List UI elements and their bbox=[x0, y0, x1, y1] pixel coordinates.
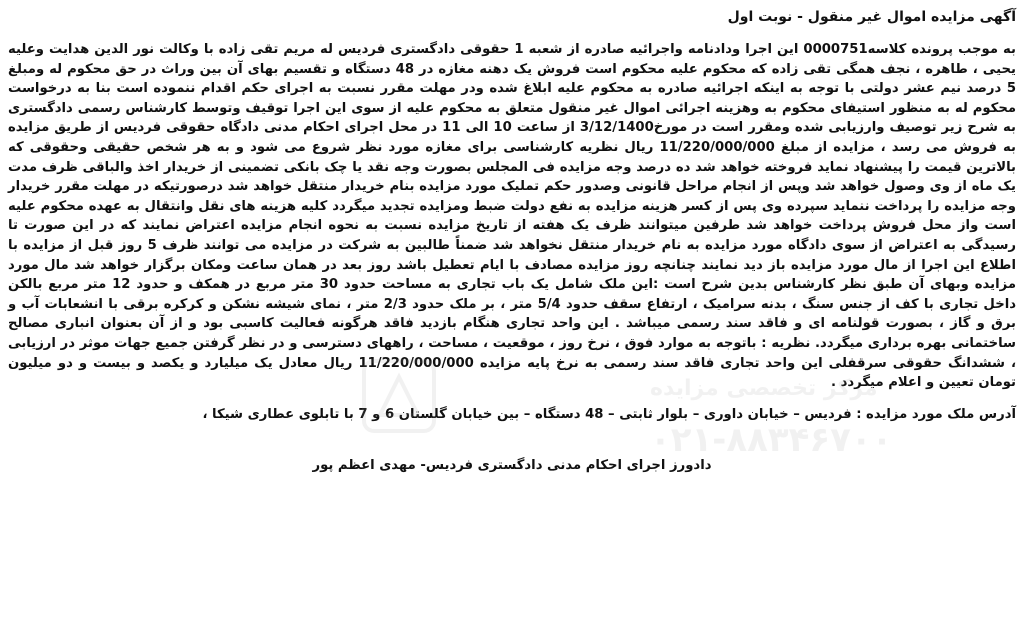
signature: دادورز اجرای احکام مدنی دادگستری فردیس- مهدی اعظم پور bbox=[312, 457, 712, 473]
notice-body: به موجب پرونده کلاسه0000751 این اجرا ودادنامه واجرائیه صادره از شعبه 1 حقوقی دادگستری فردیس له مریم تقی زاده با وکالت نور الدین هدایت وعلیه یحیی ، طاهره ، نجف همگی تقی زاده که محکوم علیه محکوم است فروش یک دهنه مغازه در 48 دستگاه و تقسیم بهای آن بین وراث در حق محکوم له ومبلغ 5 درصد نیم عشر دولتی با توجه به اینکه اجرائیه صادره به محکوم علیه ابلاغ شده ودر مهلت مقرر نسبت به اجرای حکم اقدام ننموده است بنا به درخواست محکوم له به منظور استیفای محکوم به وهزینه اجرائی اموال غیر منقول متعلق به محکوم علیه از سوی این اجرا توقیف وتوسط کارشناس رسمی دادگستری به شرح زیر توصیف وارزیابی شده ومقرر است در مورخ3/12/1400 از ساعت 10 الی 11 در محل اجرای احکام مدنی دادگاه حقوقی فردیس از طریق مزایده به فروش می رسد ، مزایده از مبلغ 11/220/000/000 ریال نظریه کارشناسی برای مغازه مورد نظر شروع می شود و به هر شخص حقیقی وحقوقی که بالاترین قیمت را پیشنهاد نماید فروخته خواهد شد ده درصد وجه مزایده فی المجلس بصورت وجه نقد یا چک بانکی تضمینی از خریدار اخذ والباقی ظرف مدت یک ماه از وی وصول خواهد شد وپس از انجام مراحل قانونی وصدور حکم تملیک مورد مزایده بنام خریدار منتقل خواهد شد درصورتیکه در مهلت مقرر خریدار وجه مزایده را پرداخت ننماید سپرده وی پس از کسر هزینه مزایده به نفع دولت ضبط ومزایده تجدید میگردد کلیه هزینه های نقل وانتقال به عهده محکوم علیه است واز محل فروش پرداخت خواهد شد طرفین میتوانند ظرف یک هفته از تاریخ مزایده نسبت به نحوه انجام مزایده اعتراض نمایند که در این صورت تا رسیدگی به اعتراض از سوی دادگاه مورد مزایده به نام خریدار منتقل نخواهد شد ضمناً طالبین به شرکت در مزایده می توانند ظرف 5 روز قبل از مزایده با اطلاع این اجرا از مال مورد مزایده باز دید نمایند چنانچه روز مزایده مصادف با ایام تعطیل باشد روز بعد در همان ساعت ومکان برگزار خواهد شد مال مورد مزایده وبهای آن طبق نظر کارشناس بدین شرح است :این ملک شامل یک باب تجاری به مساحت حدود 30 متر مربع در همکف و حدود 12 متر مربع بالکن داخل تجاری با کف از جنس سنگ ، بدنه سرامیک ، ارتفاع سقف حدود 5/4 متر ، بر ملک حدود 2/3 متر ، نمای شیشه نشکن و کرکره برقی با انشعابات آب و برق و گاز ، بصورت قولنامه ای و فاقد سند رسمی میباشد . این واحد تجاری هنگام بازدید فاقد هرگونه فعالیت کاسبی بود و از آن بعنوان انباری مصالح ساختمانی بهره برداری میگردد. نظریه : باتوجه به موارد فوق ، نرخ روز ، موقعیت ، مساحت ، راههای دسترسی و در نظر گرفتن جمیع جهات موثر در ارزیابی ، ششدانگ حقوقی سرقفلی این واحد تجاری فاقد سند رسمی به نرخ پایه مزایده 11/220/000/000 ریال معادل یک میلیارد و یکصد و بیست و دو میلیون تومان تعیین و اعلام میگردد . bbox=[8, 42, 1017, 391]
property-address: آدرس ملک مورد مزایده : فردیس – خیابان داوری – بلوار ثابتی – 48 دستگاه – بین خیابان گلستان 6 و 7 با تابلوی عطاری شیکا ، bbox=[202, 406, 1016, 422]
watermark-line2: ۰۲۱-۸۸۳۴۶۷۰۰ bbox=[650, 420, 893, 460]
notice-title: آگهی مزایده اموال غیر منقول - نوبت اول bbox=[727, 9, 1016, 25]
watermark-line1: مرکز تخصصی مزایده bbox=[650, 376, 878, 401]
